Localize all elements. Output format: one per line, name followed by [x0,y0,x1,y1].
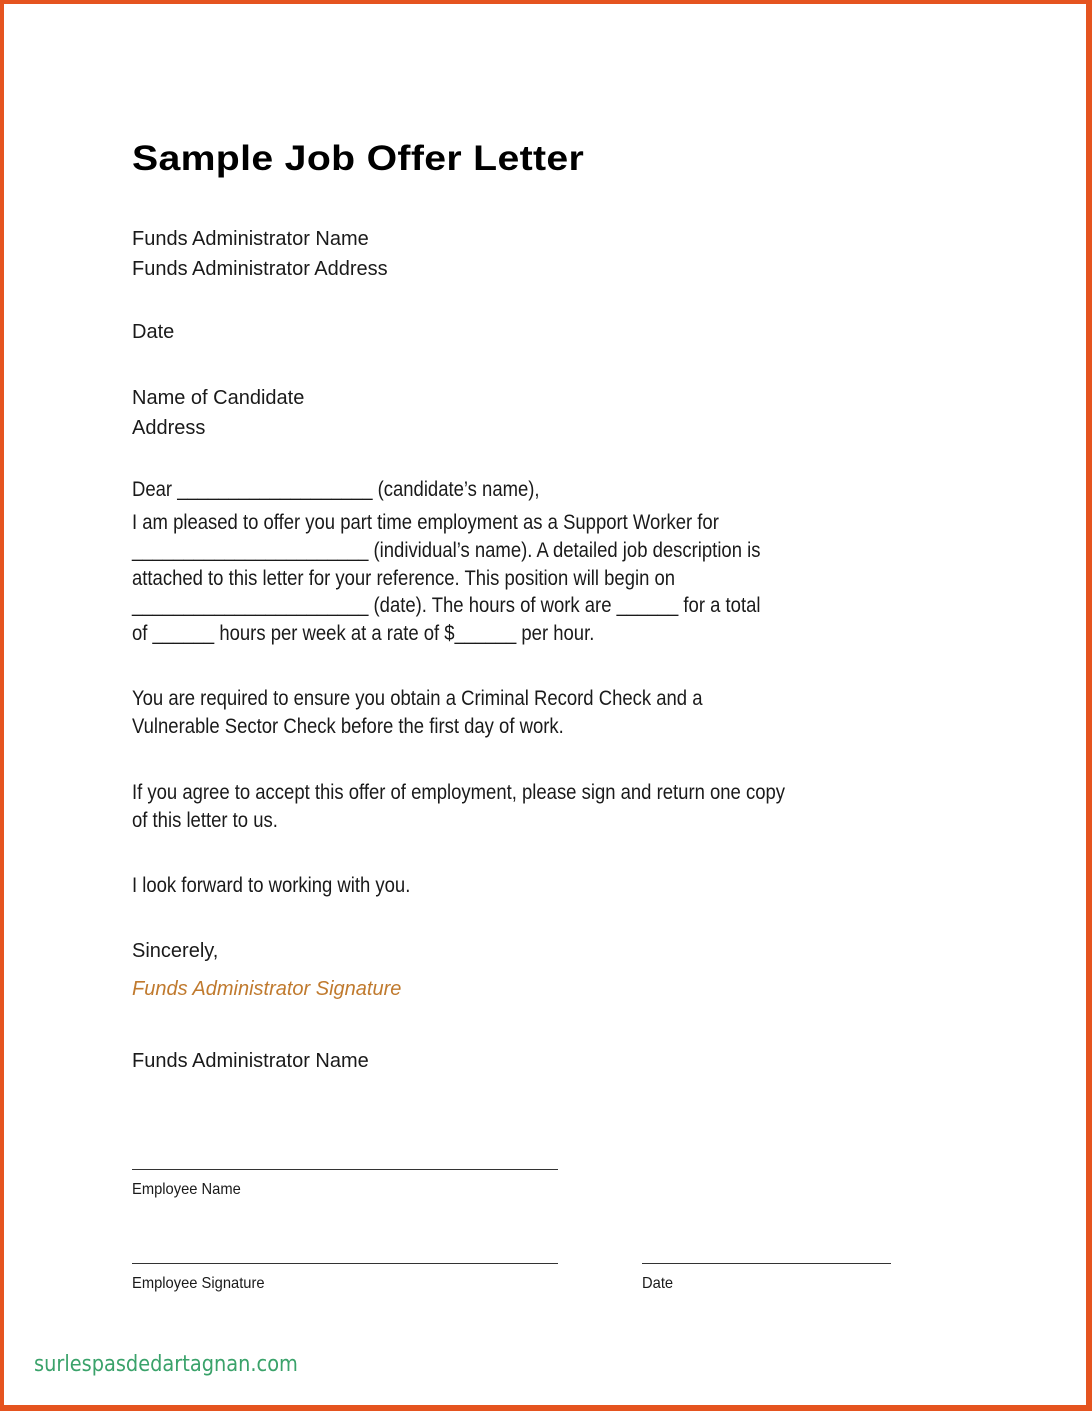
signer-name: Funds Administrator Name [132,1050,369,1072]
offer-line: _______________________ (date). The hours of work are ______ for a total [132,594,761,617]
requirements-line: You are required to ensure you obtain a Criminal Record Check and a [132,687,703,710]
employee-name-label: Employee Name [132,1181,241,1198]
employee-signature-label: Employee Signature [132,1275,265,1292]
salutation: Dear ___________________ (candidate’s name), [132,478,540,501]
closing-line: I look forward to working with you. [132,874,411,897]
recipient-address: Address [132,417,206,439]
date-signature-line [642,1263,891,1264]
sign-off: Sincerely, [132,940,219,962]
signature-date-label: Date [642,1275,674,1292]
acceptance-line: If you agree to accept this offer of employment, please sign and return one copy [132,781,786,804]
offer-line: _______________________ (individual’s name). A detailed job description is [132,539,761,562]
watermark: surlespasdedartagnan.com [34,1352,298,1377]
offer-line: attached to this letter for your reference. This position will begin on [132,567,676,590]
requirements-line: Vulnerable Sector Check before the first day of work. [132,715,564,738]
sender-address: Funds Administrator Address [132,258,388,280]
signature-placeholder: Funds Administrator Signature [132,978,402,1000]
sender-name: Funds Administrator Name [132,228,369,250]
employee-signature-line [132,1263,558,1264]
acceptance-line: of this letter to us. [132,809,278,832]
recipient-name: Name of Candidate [132,387,305,409]
date-label: Date [132,321,175,343]
employee-name-line [132,1169,558,1170]
offer-line: of ______ hours per week at a rate of $______ per hour. [132,622,595,645]
document-title: Sample Job Offer Letter [132,139,585,178]
offer-line: I am pleased to offer you part time employment as a Support Worker for [132,511,719,534]
